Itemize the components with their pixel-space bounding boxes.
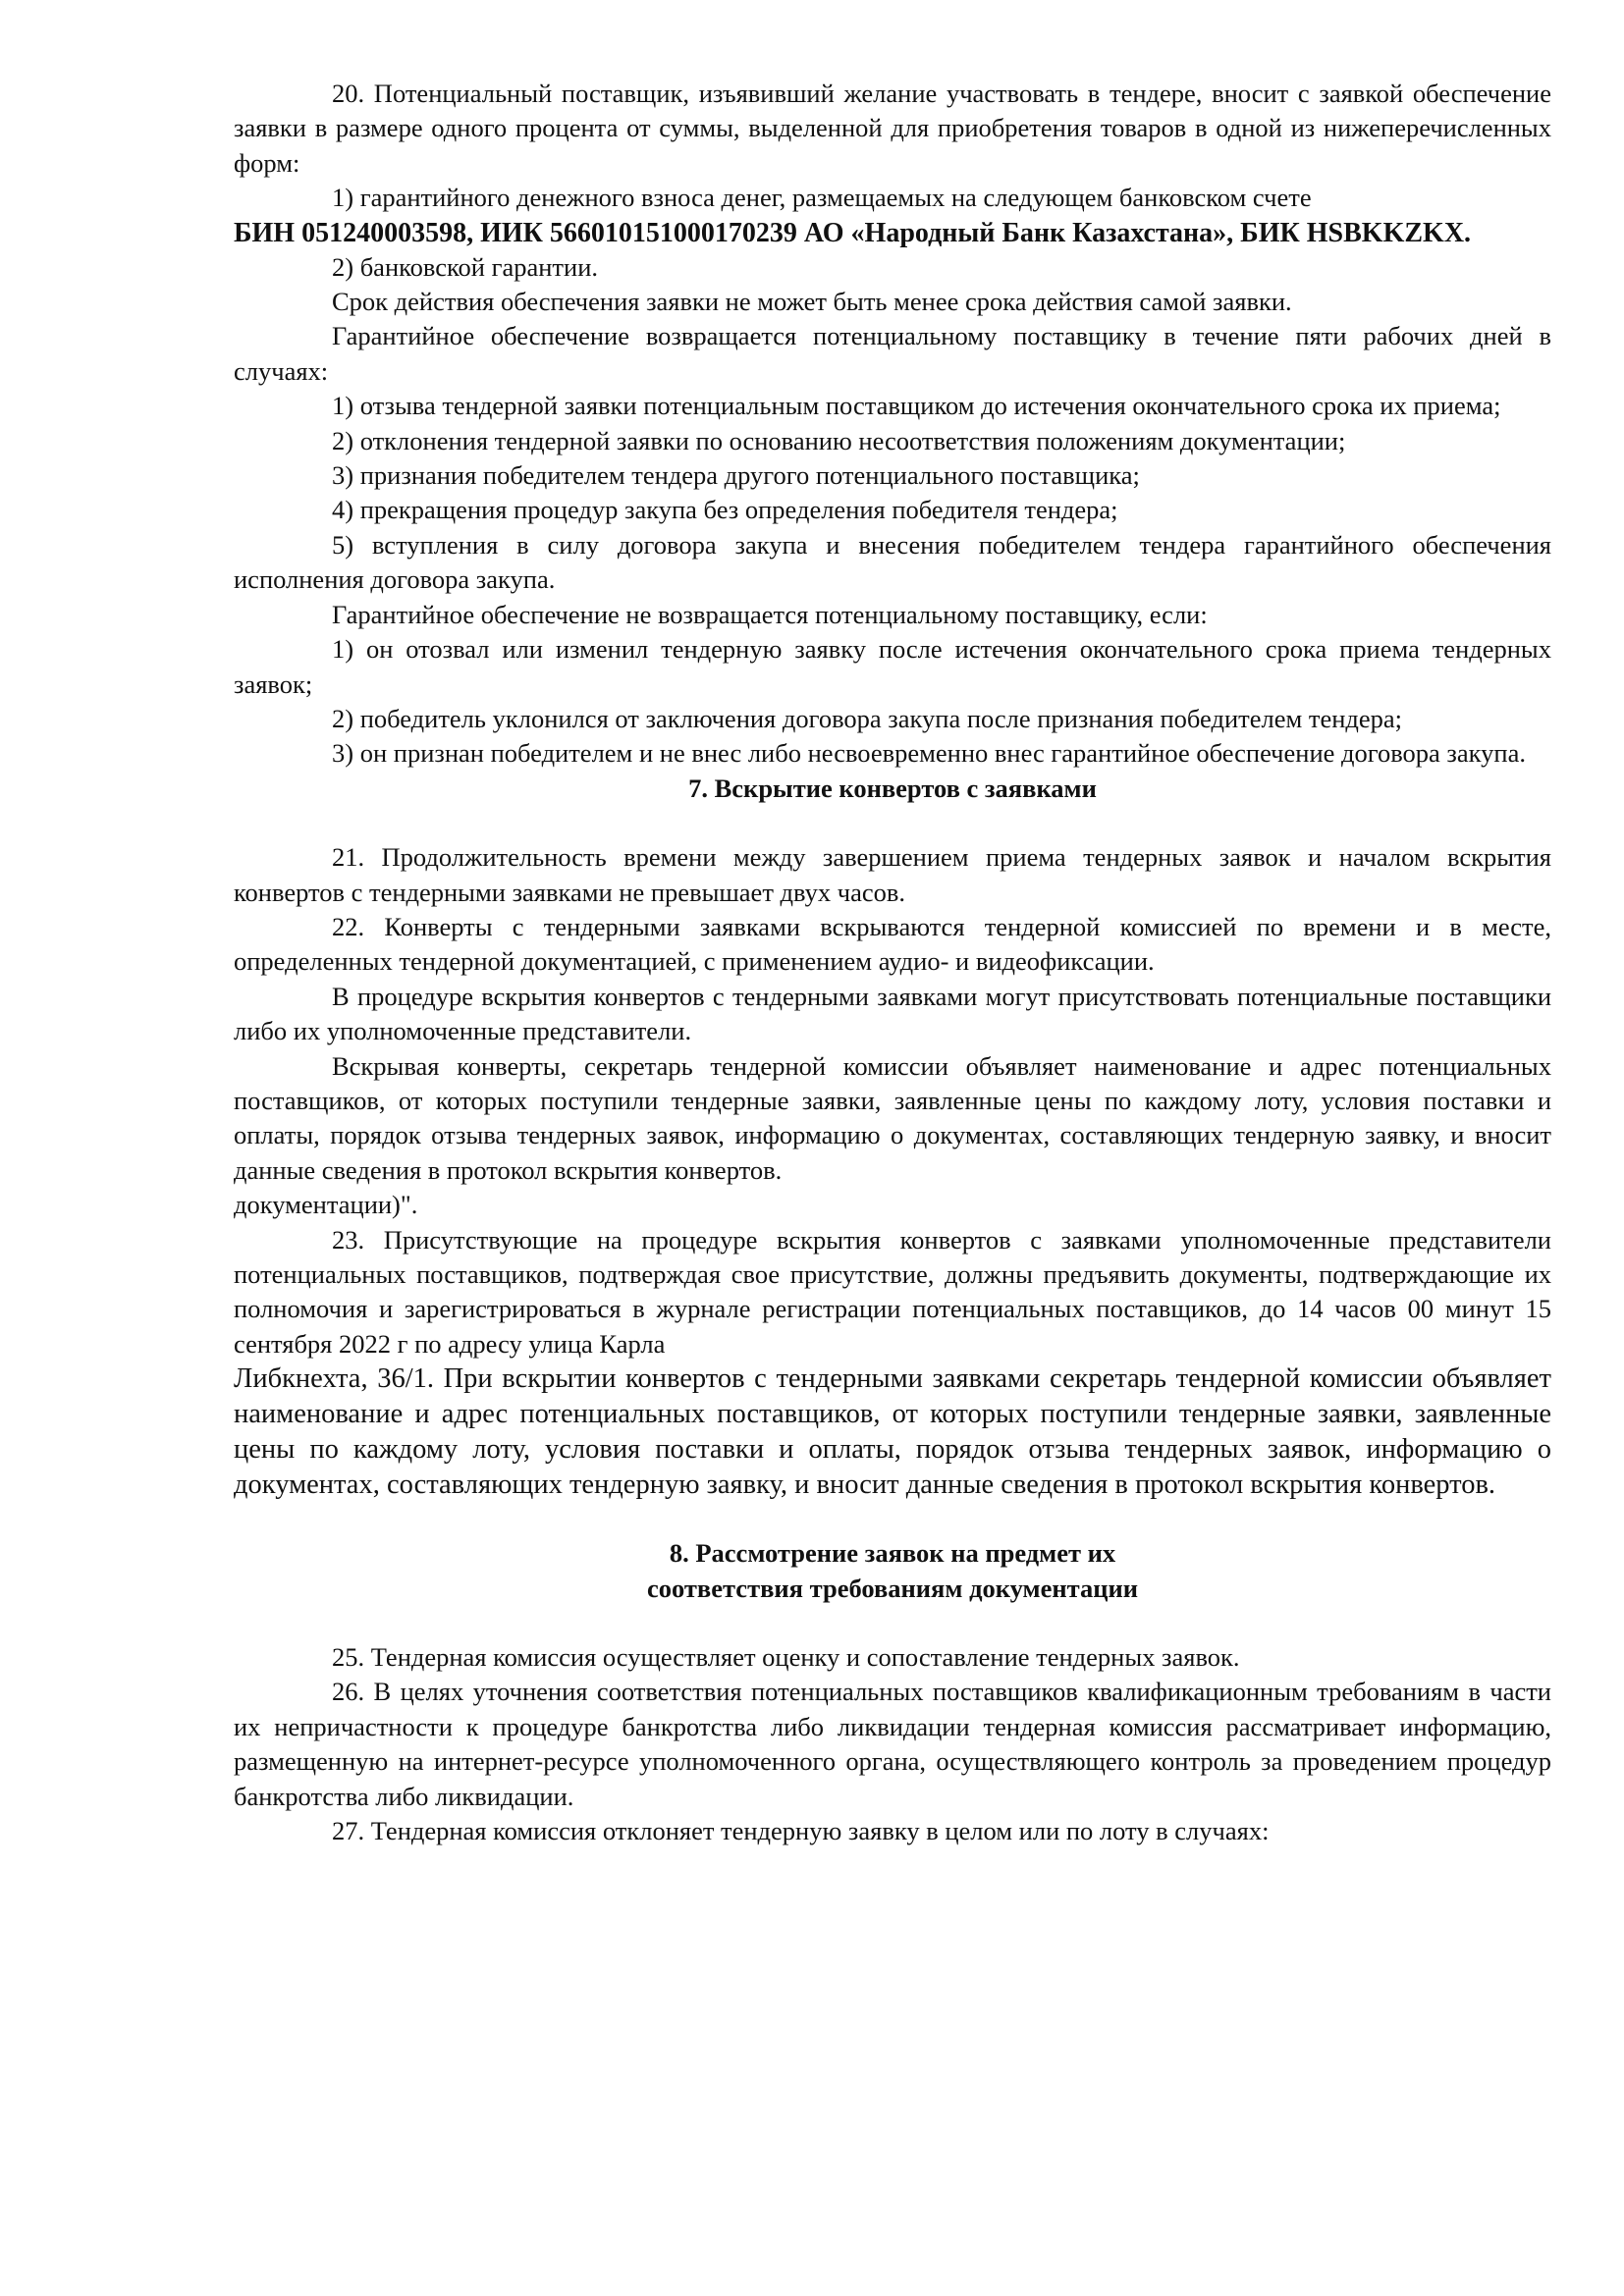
noreturn-item-1: 1) он отозвал или изменил тендерную заявку после истечения окончательного срока приема тендерных заявок; (234, 634, 1551, 699)
section-7-title: 7. Вскрытие конвертов с заявками (688, 773, 1097, 803)
paragraph-23-part-1: 23. Присутствующие на процедуре вскрытия конвертов с заявками уполномоченные представители потенциальных поставщиков, подтверждая свое присутствие, должны предъявить документы, подтверждающие их полномочия и зарегистрироваться в журнале регистрации потенциальных поставщиков, до 14 часов 00 минут 15 сентября 2022 г по адресу улица Карла (234, 1224, 1551, 1359)
document-page (234, 77, 1551, 1848)
paragraph-25: 25. Тендерная комиссия осуществляет оценку и сопоставление тендерных заявок. (332, 1642, 1240, 1673)
paragraph-22-announcement: Вскрывая конверты, секретарь тендерной комиссии объявляет наименование и адрес потенциальных поставщиков, от которых поступили тендерные заявки, заявленные цены по каждому лоту, условия поставки и оплаты, порядок отзыва тендерных заявок, информацию о документах, составляющих тендерную заявку, и вносит данные сведения в протокол вскрытия конвертов. (234, 1050, 1551, 1185)
noreturn-item-3: 3) он признан победителем и не внес либо несвоевременно внес гарантийное обеспечение договора закупа. (332, 738, 1526, 769)
noreturn-item-2: 2) победитель уклонился от заключения договора закупа после признания победителем тендера; (332, 703, 1403, 733)
paragraph-23-part-2: Либкнехта, 36/1. При вскрытии конвертов с тендерными заявками секретарь тендерной комиссии объявляет наименование и адрес потенциальных поставщиков, от которых поступили тендерные заявки, заявленные цены по каждому лоту, условия поставки и оплаты, порядок отзыва тендерных заявок, информацию о документах, составляющих тендерную заявку, и вносит данные сведения в протокол вскрытия конвертов. (234, 1363, 1551, 1501)
section-8-title-line-1: 8. Рассмотрение заявок на предмет их (669, 1538, 1116, 1569)
paragraph-26: 26. В целях уточнения соответствия потенциальных поставщиков квалификационным требованиям в части их непричастности к процедуре банкротства либо ликвидации тендерная комиссия рассматривает информацию, размещенную на интернет-ресурсе уполномоченного органа, осуществляющего контроль за проведением процедур банкротства либо ликвидации. (234, 1677, 1551, 1811)
return-item-4: 4) прекращения процедур закупа без определения победителя тендера; (332, 495, 1118, 525)
bank-details: БИН 051240003598, ИИК 566010151000170239 АО «Народный Банк Казахстана», БИК HSBKKZKX. (234, 217, 1472, 248)
paragraph-20-term: Срок действия обеспечения заявки не может быть менее срока действия самой заявки. (332, 287, 1292, 317)
paragraph-20-item-1: 1) гарантийного денежного взноса денег, размещаемых на следующем банковском счете (332, 183, 1312, 213)
section-8-title-line-2: соответствия требованиям документации (646, 1573, 1139, 1603)
paragraph-22-attendance: В процедуре вскрытия конвертов с тендерными заявками могут присутствовать потенциальные поставщики либо их уполномоченные представители. (234, 981, 1551, 1046)
return-item-5: 5) вступления в силу договора закупа и внесения победителем тендера гарантийного обеспечения исполнения договора закупа. (234, 529, 1551, 595)
paragraph-22: 22. Конверты с тендерными заявками вскрываются тендерной комиссией по времени и в месте, определенных тендерной документацией, с применением аудио- и видеофиксации. (234, 911, 1551, 977)
return-item-2: 2) отклонения тендерной заявки по основанию несоответствия положениям документации; (332, 425, 1346, 455)
paragraph-22-fragment: документации)". (234, 1190, 418, 1220)
paragraph-20-intro: 20. Потенциальный поставщик, изъявивший желание участвовать в тендере, вносит с заявкой обеспечение заявки в размере одного процента от суммы, выделенной для приобретения товаров в одной из нижеперечисленных форм: (234, 79, 1551, 178)
paragraph-20-item-2: 2) банковской гарантии. (332, 251, 599, 282)
paragraph-21: 21. Продолжительность времени между завершением приема тендерных заявок и началом вскрытия конвертов с тендерными заявками не превышает двух часов. (234, 842, 1551, 907)
return-item-1: 1) отзыва тендерной заявки потенциальным поставщиком до истечения окончательного срока их приема; (332, 391, 1501, 421)
noreturn-intro: Гарантийное обеспечение не возвращается потенциальному поставщику, если: (332, 599, 1208, 629)
return-intro: Гарантийное обеспечение возвращается потенциальному поставщику в течение пяти рабочих дней в случаях: (234, 321, 1551, 386)
return-item-3: 3) признания победителем тендера другого потенциального поставщика; (332, 460, 1140, 491)
paragraph-27: 27. Тендерная комиссия отклоняет тендерную заявку в целом или по лоту в случаях: (332, 1816, 1270, 1846)
